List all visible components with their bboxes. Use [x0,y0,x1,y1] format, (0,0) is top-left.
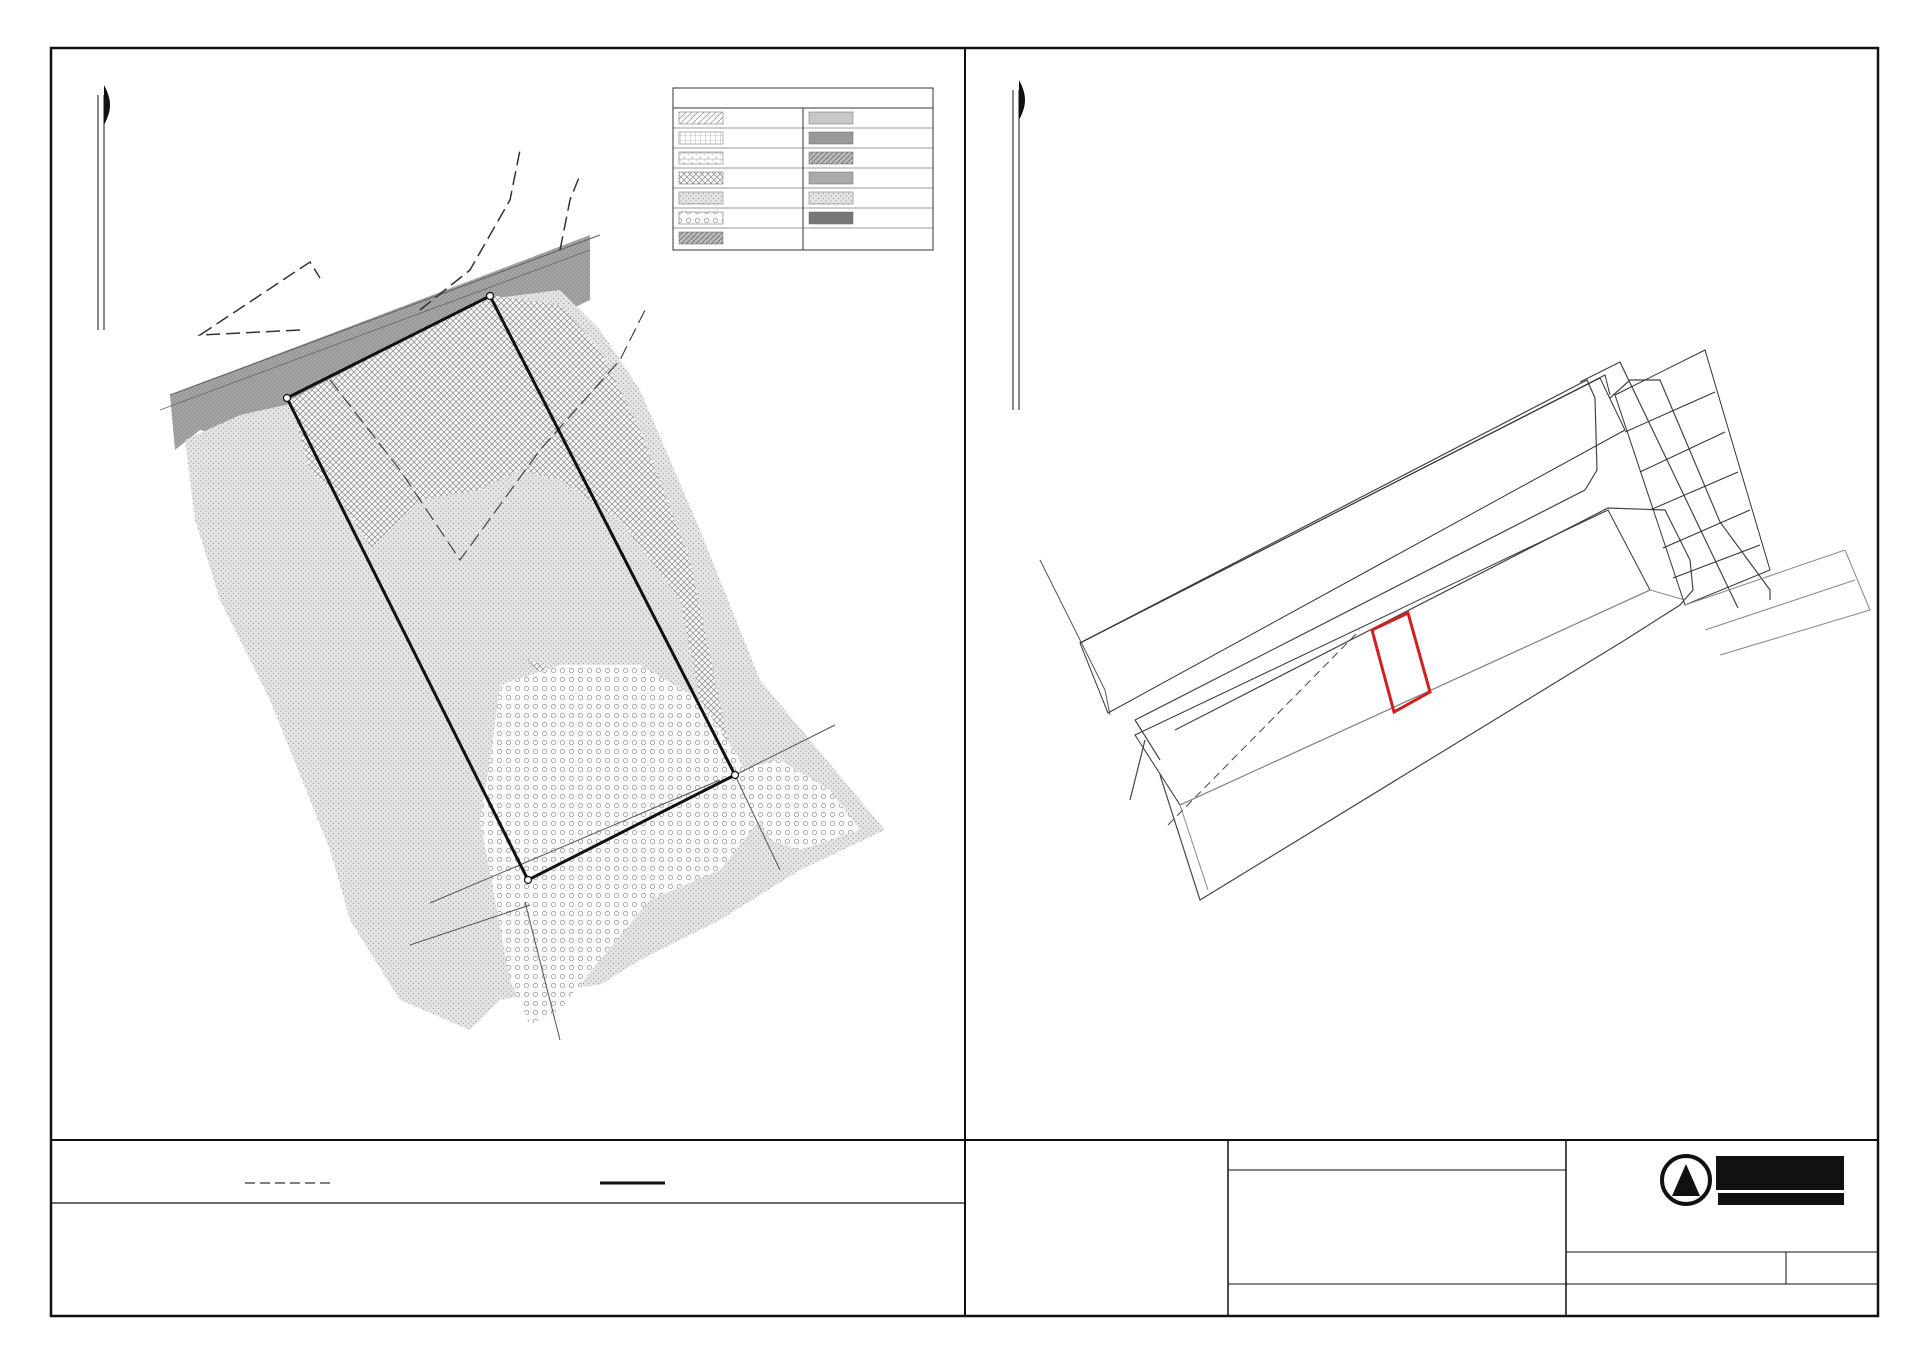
location-map [1013,80,1870,900]
lot-38-highlight [1372,613,1430,712]
design-contour [200,262,320,335]
onf-logo [1662,1156,1844,1205]
fill-table [673,88,933,250]
north-arrow-left [98,85,110,330]
